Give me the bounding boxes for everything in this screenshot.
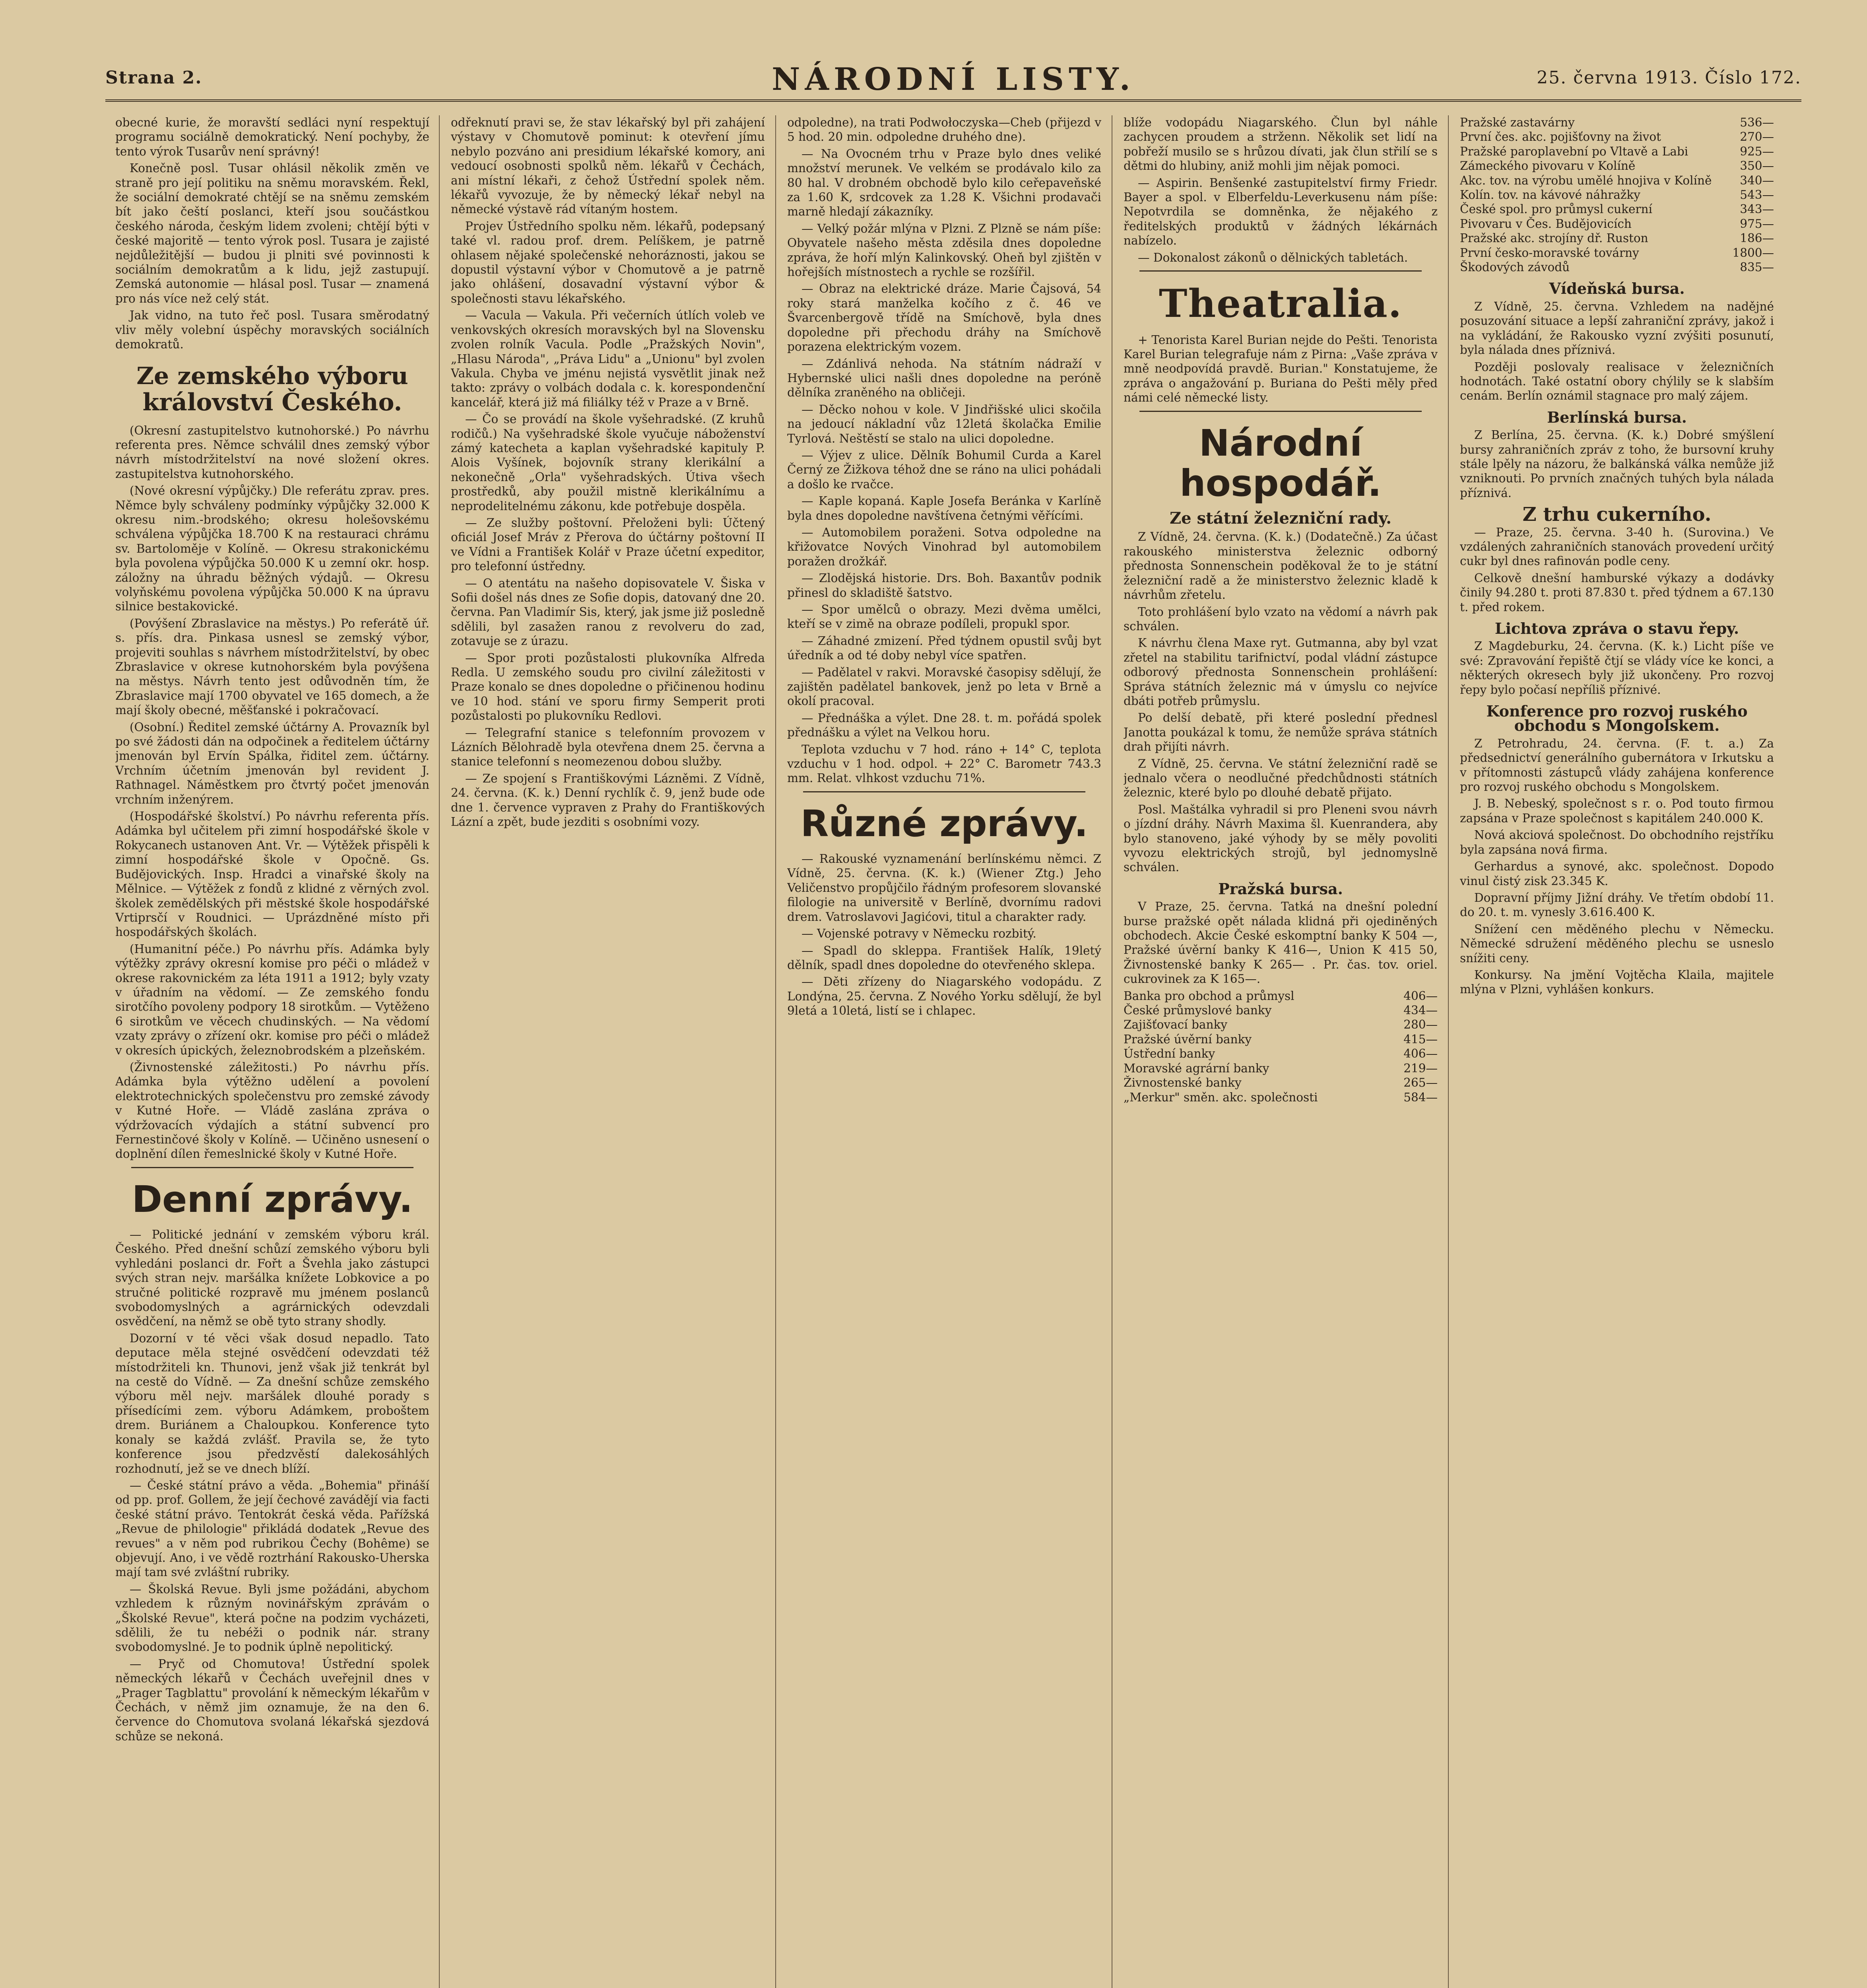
column-2	[451, 115, 765, 1988]
quote-row	[1460, 231, 1774, 245]
article-paragraph: (Humanitní péče.) Po návrhu přís. Adámka byly výtěžky zprávy okresní komise pro péči o mládež v okrese rakovnickém za léta 1911 a 1912; byly vzaty v úřadním na vědomí. — Ze zemského fondu sirotčího povoleny podpory 18 sirotkům. — Vytěženo 6 sirotkům ve věcech chudinských. — Na vědomí vzaty zprávy o zřízení okr. komise pro péči o mládež v okresích úpických, železnobrodském a plzeňském.	[115, 942, 429, 1057]
newspaper-title: NÁRODNÍ LISTY.	[772, 61, 1135, 97]
divider	[803, 791, 1085, 792]
column-1	[115, 115, 429, 1988]
article-paragraph: (Hospodářské školství.) Po návrhu referenta přís. Adámka byl učitelem při zimní hospodářské škole v Rokycanech ustanoven Ant. Vr. — Výtěžek přispěli k zimní hospodářské škole v Opočně. Gs. Budějovických. Insp. Hradci a vinařské školy na Mělnice. — Výtěžek z fondů z klidné z věrných zvol. školek zemědělských při městské škole hospodářské Vrtiprsčí v Roudnici. — Uprázdněné místo při hospodářských školách.	[115, 810, 429, 939]
quote-value: 406—	[1403, 1047, 1438, 1061]
quote-row	[1124, 989, 1438, 1003]
article-paragraph: Toto prohlášení bylo vzato na vědomí a návrh pak schválen.	[1124, 605, 1438, 633]
quote-value: 265—	[1403, 1076, 1438, 1090]
article-paragraph: Z Vídně, 25. června. Vzhledem na nadějné posuzování situace a lepší zahraniční zprávy, jakož i na vykládání, že Rakousko vyzní zvýšiti posunutí, byla nálada dnes příznivá.	[1460, 299, 1774, 357]
quote-row	[1124, 1046, 1438, 1061]
quote-value: 219—	[1403, 1061, 1438, 1075]
article-paragraph: (Živnostenské záležitosti.) Po návrhu přís. Adámka byla výtěžno udělení a povolení elektrotechnických společenstvu pro zemské závody v Kutné Hoře. — Vládě zaslána zpráva o výdržovacích výdajích a státní subvencí pro Fernestinčové školy v Kolíně. — Učiněno usnesení o doplnění dílen řemeslnické školy v Kutné Hoře.	[115, 1060, 429, 1161]
subheading-videnska-bursa: Vídeňská bursa.	[1549, 280, 1685, 298]
quote-row	[1460, 159, 1774, 173]
article-paragraph: — Vojenské potravy v Německu rozbitý.	[802, 927, 1036, 941]
article-paragraph: odpoledne), na trati Podwołoczyska—Cheb (přijezd v 5 hod. 20 min. odpoledne druhého dne).	[787, 116, 1101, 144]
article-paragraph: — Spor proti pozůstalosti plukovníka Alfreda Redla. U zemského soudu pro civilní záležitosti v Praze konalo se dnes dopoledne o přičinenou hodinu ve 10 hod. stání ve sporu firmy Semperit proti pozůstalosti po plukovníku Redlovi.	[451, 651, 765, 723]
column-3	[787, 115, 1101, 1988]
article-paragraph: — Spor umělců o obrazy. Mezi dvěma umělci, kteří se v zimě na obraze podíleli, propukl spor.	[787, 603, 1101, 631]
article-paragraph: — Kaple kopaná. Kaple Josefa Beránka v Karlíně byla dnes dopoledne navštívena četnými věřícími.	[787, 494, 1101, 522]
article-paragraph: Z Berlína, 25. června. (K. k.) Dobré smýšlení bursy zahraničních zpráv z toho, že bursovní kruhy stále lpěly na názoru, že balkánská válka nemůže již vzniknouti. Po prvních značných tuhých byla nálada příznivá.	[1460, 428, 1774, 500]
article-paragraph: — Ze spojení s Františkovými Lázněmi. Z Vídně, 24. června. (K. k.) Denní rychlík č. 9, jenž bude ode dne 1. července vypraven z Prahy do Františkových Lázní a zpět, bude jezditi s osobními vozy.	[451, 771, 765, 829]
quote-row	[1460, 115, 1774, 130]
quote-row	[1460, 188, 1774, 202]
quote-value: 835—	[1740, 260, 1774, 274]
article-paragraph: — Výjev z ulice. Dělník Bohumil Curda a Karel Černý ze Žižkova téhož dne se ráno na ulici pohádali a došlo ke rvačce.	[787, 448, 1101, 491]
quote-name: Živnostenské banky	[1124, 1076, 1242, 1090]
subheading-lichtova-zprava: Lichtova zpráva o stavu řepy.	[1494, 619, 1739, 637]
quote-value: 975—	[1740, 217, 1774, 231]
quote-name: České průmyslové banky	[1124, 1004, 1272, 1017]
page-number: Strana 2.	[105, 68, 202, 88]
article-paragraph: Konečně posl. Tusar ohlásil několik změn ve straně pro její politiku na sněmu moravském. Řekl, že sociální demokraté chtějí se na sněmu zemském bít jako čeští poslanci, kteří jsou součástkou českého národa, českým lidem zvoleni; chtějí býti v české majoritě — tento výrok posl. Tusara je zajisté nejdůležitější — budou ji plniti své povinnosti k sociálním demokratům a k lidu, jejž zastupují. Zemská autonomie — hlásal posl. Tusar — znamená pro nás více než celý stát.	[115, 161, 429, 305]
article-paragraph: — Dokonalost zákonů o dělnických tabletách.	[1138, 250, 1408, 264]
quote-name: Kolín. tov. na kávové náhražky	[1460, 188, 1640, 202]
article-paragraph: Celkově dnešní hamburské výkazy a dodávky činily 94.280 t. proti 87.830 t. před týdnem a 67.130 t. před rokem.	[1460, 571, 1774, 614]
article-paragraph: — Pryč od Chomutova! Ústřední spolek německých lékařů v Čechách uveřejnil dnes v „Prager Tagblattu" provolání k německým lékařům v Čechách, v němž jim oznamuje, že na den 6. července do Chomutova svolaná lékařská sjezdová schůze se nekoná.	[115, 1657, 429, 1743]
article-paragraph: — Ze služby poštovní. Přeloženi byli: Účtený oficiál Josef Mráv z Přerova do účtárny poštovní II ve Vídni a František Kolář v Praze účetní expeditor, pro telefonní ústředny.	[451, 516, 765, 573]
article-paragraph: Z Magdeburku, 24. června. (K. k.) Licht píše ve své: Zpravování řepiště čtjí se vlády více ke konci, a některých okresech byly již ukončeny. Pro rozvoj řepy bylo počasí nepříliš příznivé.	[1460, 639, 1774, 697]
quote-value: 584—	[1403, 1090, 1438, 1104]
weather-report: Teplota vzduchu v 7 hod. ráno + 14° C, teplota vzduchu v 1 hod. odpol. + 22° C. Barometr 743.3 mm. Relat. vlhkost vzduchu 71%.	[787, 742, 1101, 785]
article-paragraph: — Děti zřízeny do Niagarského vodopádu. Z Londýna, 25. června. Z Nového Yorku sdělují, že byl 9letá a 10letá, listí se i chlapec.	[787, 975, 1101, 1018]
article-paragraph: Později poslovaly realisace v železničních hodnotách. Také ostatní obory chýlily se k slabším cenám. Berlín oznámil stagnace pro malý zájem.	[1460, 360, 1774, 403]
quote-name: Pražské zastavárny	[1460, 116, 1575, 129]
column-4	[1124, 115, 1438, 1988]
quote-row	[1124, 1090, 1438, 1105]
article-paragraph: Po delší debatě, při které poslední přednesl Janotta poukázal k tomu, že nemůže správa státních drah přijíti návrh.	[1124, 711, 1438, 754]
stock-quotes-table	[1124, 989, 1438, 1105]
quote-value: 270—	[1740, 130, 1774, 144]
quote-row	[1124, 1076, 1438, 1090]
article-paragraph: Snížení cen měděného plechu v Německu. Německé sdružení měděného plechu se usneslo snížiti ceny.	[1460, 922, 1774, 965]
article-paragraph: Nová akciová společnost. Do obchodního rejstříku byla zapsána nová firma.	[1460, 828, 1774, 856]
quote-name: Zajišťovací banky	[1124, 1018, 1228, 1032]
quote-name: První česko-moravské továrny	[1460, 246, 1639, 260]
article-paragraph: obecné kurie, že moravští sedláci nyní respektují programu sociálně demokratický. Není pochyby, že tento výrok Tusarův není správný!	[115, 116, 429, 158]
quote-value: 543—	[1740, 188, 1774, 202]
article-paragraph: — Zlodějská historie. Drs. Boh. Baxantův podnik přinesl do skladiště šatstvo.	[787, 571, 1101, 600]
stock-quotes-table	[1460, 115, 1774, 274]
article-paragraph: — Velký požár mlýna v Plzni. Z Plzně se nám píše: Obyvatele našeho města zděsila dnes dopoledne zpráva, že hoří mlýn Kalinkovský. Oheň byl zjištěn v hořejších místnostech a rychle se rozšířil.	[787, 221, 1101, 279]
article-paragraph: — Záhadné zmizení. Před týdnem opustil svůj byt úředník a od té doby nebyl více spatřen.	[787, 634, 1101, 662]
article-paragraph: Z Vídně, 24. června. (K. k.) (Dodatečně.) Za účast rakouského ministerstva železnic odborný přednosta Sonnenschein poděkoval že to je státní železniční radě a že ministerstvo železnic kladě k návrhům zřetelu.	[1124, 530, 1438, 602]
subheading-konference: Konference pro rozvoj ruského obchodu s Mongolskem.	[1486, 702, 1748, 735]
quote-name: Ústřední banky	[1124, 1047, 1215, 1061]
quote-value: 186—	[1740, 231, 1774, 245]
quote-name: Pražské paroplavební po Vltavě a Labi	[1460, 144, 1688, 158]
article-paragraph: — Rakouské vyznamenání berlínskému němci. Z Vídně, 25. června. (K. k.) (Wiener Ztg.) Jeho Veličenstvo propůjčilo řádným profesorem slovanské filologie na universitě v Berlíně, dvornímu radovi drem. Vatroslavovi Jagićovi, titul a charakter rady.	[787, 852, 1101, 924]
divider	[131, 1167, 413, 1168]
column-rule	[1448, 115, 1449, 1988]
quote-row	[1460, 260, 1774, 274]
quote-name: Zámeckého pivovaru v Kolíně	[1460, 159, 1636, 173]
quote-name: České spol. pro průmysl cukerní	[1460, 202, 1652, 216]
article-paragraph: Projev Ústředního spolku něm. lékařů, podepsaný také vl. radou prof. drem. Pelíškem, je patrně ohlasem nějaké společenské nehoráznosti, jakou se dopustil výstavní výbor v Chomutově a je patrně jako ohlášení, dosavadní výstavní výbor & společnosti stavu lékařského.	[451, 219, 765, 305]
article-paragraph: — Politické jednání v zemském výboru král. Českého. Před dnešní schůzí zemského výboru byli vyhledáni poslanci dr. Fořt a Švehla jako zástupci svých stran nejv. maršálka knížete Lobkovice a po stručné politické rozpravě mu jménem poslanců svobodomyslných a agrárnických odevzdali osvědčení, na němž se obě tyto strany shodly.	[115, 1228, 429, 1328]
quote-name: Akc. tov. na výrobu umělé hnojiva v Kolíně	[1460, 173, 1712, 187]
quote-row	[1124, 1032, 1438, 1046]
subheading-trh-cukerni: Z trhu cukerního.	[1522, 503, 1712, 526]
article-paragraph: (Nové okresní výpůjčky.) Dle referátu zprav. pres. Němce byly schváleny podmínky výpůjčky 32.000 K okresu nim.-brodského; okresu holešovskému schválena výpůjčka 18.700 K na restauraci chrámu sv. Bartoloměje v Kolíně. — Okresu strakonickému byla povolena výpůjčka 50.000 K u zemní okr. hosp. záložny na úhradu běžných výdajů. — Okresu volyňskému povolena výpůjčka 50.000 K na úpravu silnice bestakovické.	[115, 484, 429, 613]
article-paragraph: V Praze, 25. června. Tatká na dnešní polední burse pražské opět nálada klidná při ojediněných obchodech. Akcie České eskomptní banky K 504 —, Pražské úvěrní banky K 416—, Union K 415 50, Živnostenské banky K 265— . Pr. čas. tov. oriel. cukrovinek za K 165—.	[1124, 900, 1438, 986]
article-paragraph: J. B. Nebeský, společnost s r. o. Pod touto firmou zapsána v Praze společnost s kapitálem 240.000 K.	[1460, 797, 1774, 825]
article-paragraph: — Praze, 25. června. 3-40 h. (Surovina.) Ve vzdálených zahraničních stanovách provedení určitý cukr byl dnes rafinován podle ceny.	[1460, 525, 1774, 568]
article-paragraph: blíže vodopádu Niagarského. Člun byl náhle zachycen proudem a strženn. Několik set lidí na pobřeží musilo se s hrůzou dívati, jak člun střilí se s dětmi do hlubiny, aniž mohli jim nějak pomoci.	[1124, 116, 1438, 173]
quote-name: Škodových závodů	[1460, 260, 1570, 274]
article-paragraph: — Vacula — Vakula. Při večerních útlích voleb ve venkovských okresích moravských byl na Slovensku zvolen rolník Vacula. Podle „Pražských Novin", „Hlasu Národa", „Práva Lidu" a „Unionu" byl zvolen Vakula. Chyba ve jménu nejistá vysvětlit jinak než takto: zprávy o volbách dodala c. k. korespondenční kancelář, která již má filiálky též v Praze a v Brně.	[451, 309, 765, 409]
quote-name: Banka pro obchod a průmysl	[1124, 989, 1294, 1003]
article-paragraph: Dozorní v té věci však dosud nepadlo. Tato deputace měla stejné osvědčení odevzdati též místodržiteli kn. Thunovi, jenž však již tenkrát byl na cestě do Vídně. — Za dnešní schůze zemského výboru měl nejv. maršálek dlouhé porady s přísedícími zem. výboru Adámkem, proboštem drem. Buriánem a Chaloupkou. Konference tyto konaly se každá zvlášť. Pravila se, že tyto konference jsou předzvěstí dalekosáhlých rozhodnutí, jež se ve dnech blíží.	[115, 1331, 429, 1475]
quote-value: 343—	[1740, 202, 1774, 216]
article-paragraph: — Děcko nohou v kole. V Jindřišské ulici skočila na jedoucí nákladní vůz 12letá školačka Emilie Tyrlová. Neštěstí se stalo na ulici dopoledne.	[787, 402, 1101, 445]
subheading-berlinska-bursa: Berlínská bursa.	[1547, 408, 1687, 426]
quote-value: 280—	[1403, 1018, 1438, 1032]
column-5	[1460, 115, 1774, 1988]
masthead	[105, 56, 1801, 102]
article-paragraph: — Telegrafní stanice s telefonním provozem v Lázních Bělohradě byla otevřena dnem 25. června a stanice telefonní s neomezenou dobou služby.	[451, 726, 765, 769]
quote-value: 1800—	[1732, 246, 1774, 260]
column-rule	[439, 115, 440, 1988]
article-paragraph: odřeknutí pravi se, že stav lékařský byl při zahájení výstavy v Chomutově pominut: k otevření jímu nebylo pozváno ani presidium lékařské komory, ani vedoucí osobnosti spolků něm. lékařů v Čechách, ani místní lékaři, z čehož Ústřední spolek něm. lékařů vyvozuje, že by německý lékař nebyl na německé výstavě rád vítaným hostem.	[451, 116, 765, 216]
article-paragraph: (Osobní.) Ředitel zemské účtárny A. Provazník byl po své žádosti dán na odpočinek a ředitelem účtárny jmenován byl Ervín Spálka, řiditel zem. účtárny. Vrchním účetním jmenován byl revident J. Rathnagel. Náměstkem pro čtvrtý počet jmenován vrchním inženýrem.	[115, 720, 429, 806]
quote-value: 350—	[1740, 159, 1774, 173]
quote-name: První čes. akc. pojišťovny na život	[1460, 130, 1661, 144]
article-paragraph: (Povýšení Zbraslavice na městys.) Po referátě úř. s. přís. dra. Pinkasa usnesl se zemský výbor, projeviti souhlas s návrhem místodržitelství, by obec Zbraslavice v okrese kutnohorském byla povýšena na městys. Návrh tento jest odůvodněn tím, že Zbraslavice mají 1700 obyvatel ve 165 domech, a že mají školy obecné, měšťanské i pokračovací.	[115, 616, 429, 717]
quote-value: 415—	[1403, 1032, 1438, 1046]
section-heading-zemsky-vybor: Ze zemského výboru království Českého.	[136, 362, 408, 416]
article-paragraph: Dopravní příjmy Jižní dráhy. Ve třetím období 11. do 20. t. m. vynesly 3.616.400 K.	[1460, 891, 1774, 919]
quote-value: 406—	[1403, 989, 1438, 1003]
quote-row	[1460, 144, 1774, 159]
quote-value: 434—	[1403, 1004, 1438, 1017]
article-paragraph: Z Vídně, 25. června. Ve státní železniční radě se jednalo včera o neodlučné předchůdnosti státních železnic, které bylo po dlouhé debatě přijato.	[1124, 757, 1438, 800]
quote-name: Pivovaru v Čes. Budějovicích	[1460, 217, 1632, 231]
quote-row	[1124, 1003, 1438, 1017]
article-paragraph: — Čo se provádí na škole vyšehradské. (Z kruhů rodičů.) Na vyšehradské škole vyučuje náboženství zámý katecheta a kaplan vyšehradské kapituly P. Alois Vyšínek, bojovník strany klerikální a nekonečně „Orla" vyšehradských. Útiva všech prostředků, aby použil mistně klerikálnímu a neprodelitelnému zákonu, kde potřebuje dospěla.	[451, 412, 765, 513]
quote-name: Moravské agrární banky	[1124, 1061, 1269, 1075]
article-paragraph: — Padělatel v rakvi. Moravské časopisy sdělují, že zajištěn padělatel bankovek, jenž po leta v Brně a okolí pracoval.	[787, 665, 1101, 708]
quote-name: „Merkur" směn. akc. společnosti	[1124, 1090, 1318, 1104]
quote-name: Pražské akc. strojíny dř. Ruston	[1460, 231, 1648, 245]
column-rule	[775, 115, 776, 1988]
article-paragraph: K návrhu člena Maxe ryt. Gutmanna, aby byl vzat zřetel na stabilitu tarifnictví, podal vládní zástupce odborový přednosta Sonnenschein prohlášení: Správa státních železnic má v úmyslu co nejvíce dbáti potřeb průmyslu.	[1124, 636, 1438, 708]
quote-row	[1460, 173, 1774, 188]
section-heading-theatralia: Theatralia.	[1159, 281, 1403, 326]
section-heading-ruzne-zpravy: Různé zprávy.	[800, 802, 1088, 845]
article-paragraph: — Zdánlivá nehoda. Na státním nádraží v Hybernské ulici našli dnes dopoledne na peróně dělníka zraněného na obličeji.	[787, 357, 1101, 400]
article-paragraph: — Aspirin. Benšenké zastupitelství firmy Friedr. Bayer a spol. v Elberfeldu-Leverkusenu nám píše: Nepotvrdila se domněnka, že nějakého z ředitelských produktů v žádných lékárnách nabízelo.	[1124, 176, 1438, 248]
article-paragraph: — Obraz na elektrické dráze. Marie Čajsová, 54 roky stará manželka kočího z č. 46 ve Švarcenbergově třídě na Smíchově, byla dnes dopoledne při přechodu dráhy na Smíchově porazena elektrickým vozem.	[787, 282, 1101, 354]
article-paragraph: — České státní právo a věda. „Bohemia" přináší od pp. prof. Gollem, že její čechové zavádějí via facti české státní právo. Tentokrát česká věda. Pařížská „Revue de philologie" přikládá dodatek „Revue des revues" a v něm pod rubrikou Čechy (Bohême) se objevují. Ano, i ve vědě roztrhání Rakousko-Uherska mají tam své zvláštní rubriky.	[115, 1478, 429, 1579]
section-heading-narodni-hospodar: Národní hospodář.	[1180, 421, 1382, 505]
article-paragraph: — Automobilem poraženi. Sotva odpoledne na křižovatce Nových Vinohrad byl automobilem poražen drožkář.	[787, 525, 1101, 568]
quote-value: 536—	[1740, 116, 1774, 129]
issue-date: 25. června 1913. Číslo 172.	[1537, 68, 1801, 88]
article-paragraph: Z Petrohradu, 24. června. (F. t. a.) Za předsednictví generálního gubernátora v Irkutsku a v přítomnosti zástupců vlády zahájena konference pro rozvoj ruského obchodu s Mongolskem.	[1460, 736, 1774, 794]
quote-row	[1460, 246, 1774, 260]
article-paragraph: (Okresní zastupitelstvo kutnohorské.) Po návrhu referenta pres. Němce schválil dnes zemský výbor návrh místodržitelství na nové složení okres. zastupitelstva kutnohorského.	[115, 423, 429, 481]
subheading-zeleznicni-rada: Ze státní železniční rady.	[1169, 509, 1392, 528]
subheading-prazska-bursa: Pražská bursa.	[1218, 879, 1343, 898]
article-paragraph: — O atentátu na našeho dopisovatele V. Šiska v Sofii došel nás dnes ze Sofie dopis, datovaný dne 20. června. Pan Vladimír Sis, který, jak jsme již posledně sdělili, byl zasažen ranou z revolveru do zad, zotavuje se z úrazu.	[451, 576, 765, 648]
quote-row	[1460, 202, 1774, 216]
quote-row	[1460, 130, 1774, 144]
section-heading-denni-zpravy: Denní zprávy.	[132, 1178, 413, 1221]
quote-name: Pražské úvěrní banky	[1124, 1032, 1252, 1046]
article-paragraph: Gerhardus a synové, akc. společnost. Dopodo vinul čistý zisk 23.345 K.	[1460, 860, 1774, 888]
quote-value: 340—	[1740, 173, 1774, 187]
article-paragraph: Jak vidno, na tuto řeč posl. Tusara směrodatný vliv měly volební úspěchy moravských sociálních demokratů.	[115, 309, 429, 351]
article-paragraph: — Školská Revue. Byli jsme požádáni, abychom vzhledem k různým novinářským zprávám o „Školské Revue", která počne na podzim vycházeti, sdělili, že tu nebéži o podnik nár. strany svobodomyslné. Je to podnik úplně nepolitický.	[115, 1582, 429, 1654]
article-paragraph: + Tenoristа Karel Burian nejde do Pešti. Tenorista Karel Burian telegrafuje nám z Pirna: „Vaše zpráva v mně neodpovídá pravdě. Burian." Konstatujeme, že zpráva o angažování p. Buriana do Pešti měly před námi celé německé listy.	[1124, 333, 1438, 405]
quote-row	[1460, 217, 1774, 231]
divider	[1139, 270, 1422, 272]
divider	[1139, 411, 1422, 412]
quote-row	[1124, 1061, 1438, 1076]
article-paragraph: Posl. Maštálka vyhradil si pro Pleneni svou návrh o jízdní dráhy. Návrh Maxima šl. Kuenrandera, aby bylo stanoveno, jaké výhody by se měly povoliti vyvozu elektrických strojů, byl jednomyslně schválen.	[1124, 802, 1438, 874]
article-paragraph: — Spadl do skleppa. František Halík, 19letý dělník, spadl dnes dopoledne do otevřeného sklepa.	[787, 944, 1101, 972]
quote-value: 925—	[1740, 144, 1774, 158]
article-paragraph: — Přednáška a výlet. Dne 28. t. m. pořádá spolek přednášku a výlet na Velkou horu.	[787, 711, 1101, 740]
article-paragraph: — Na Ovocném trhu v Praze bylo dnes veliké množství merunek. Ve velkém se prodávalo kilo za 80 hal. V drobném obchodě bylo kilo ceřepaveňské za 1.60 K, srdcovek za 1.28 K. Všichni prodavači marně hledají zákazníky.	[787, 147, 1101, 219]
quote-row	[1124, 1017, 1438, 1032]
article-paragraph: Konkursy. Na jmění Vojtěcha Klaila, majitele mlýna v Plzni, vyhlášen konkurs.	[1460, 968, 1774, 996]
